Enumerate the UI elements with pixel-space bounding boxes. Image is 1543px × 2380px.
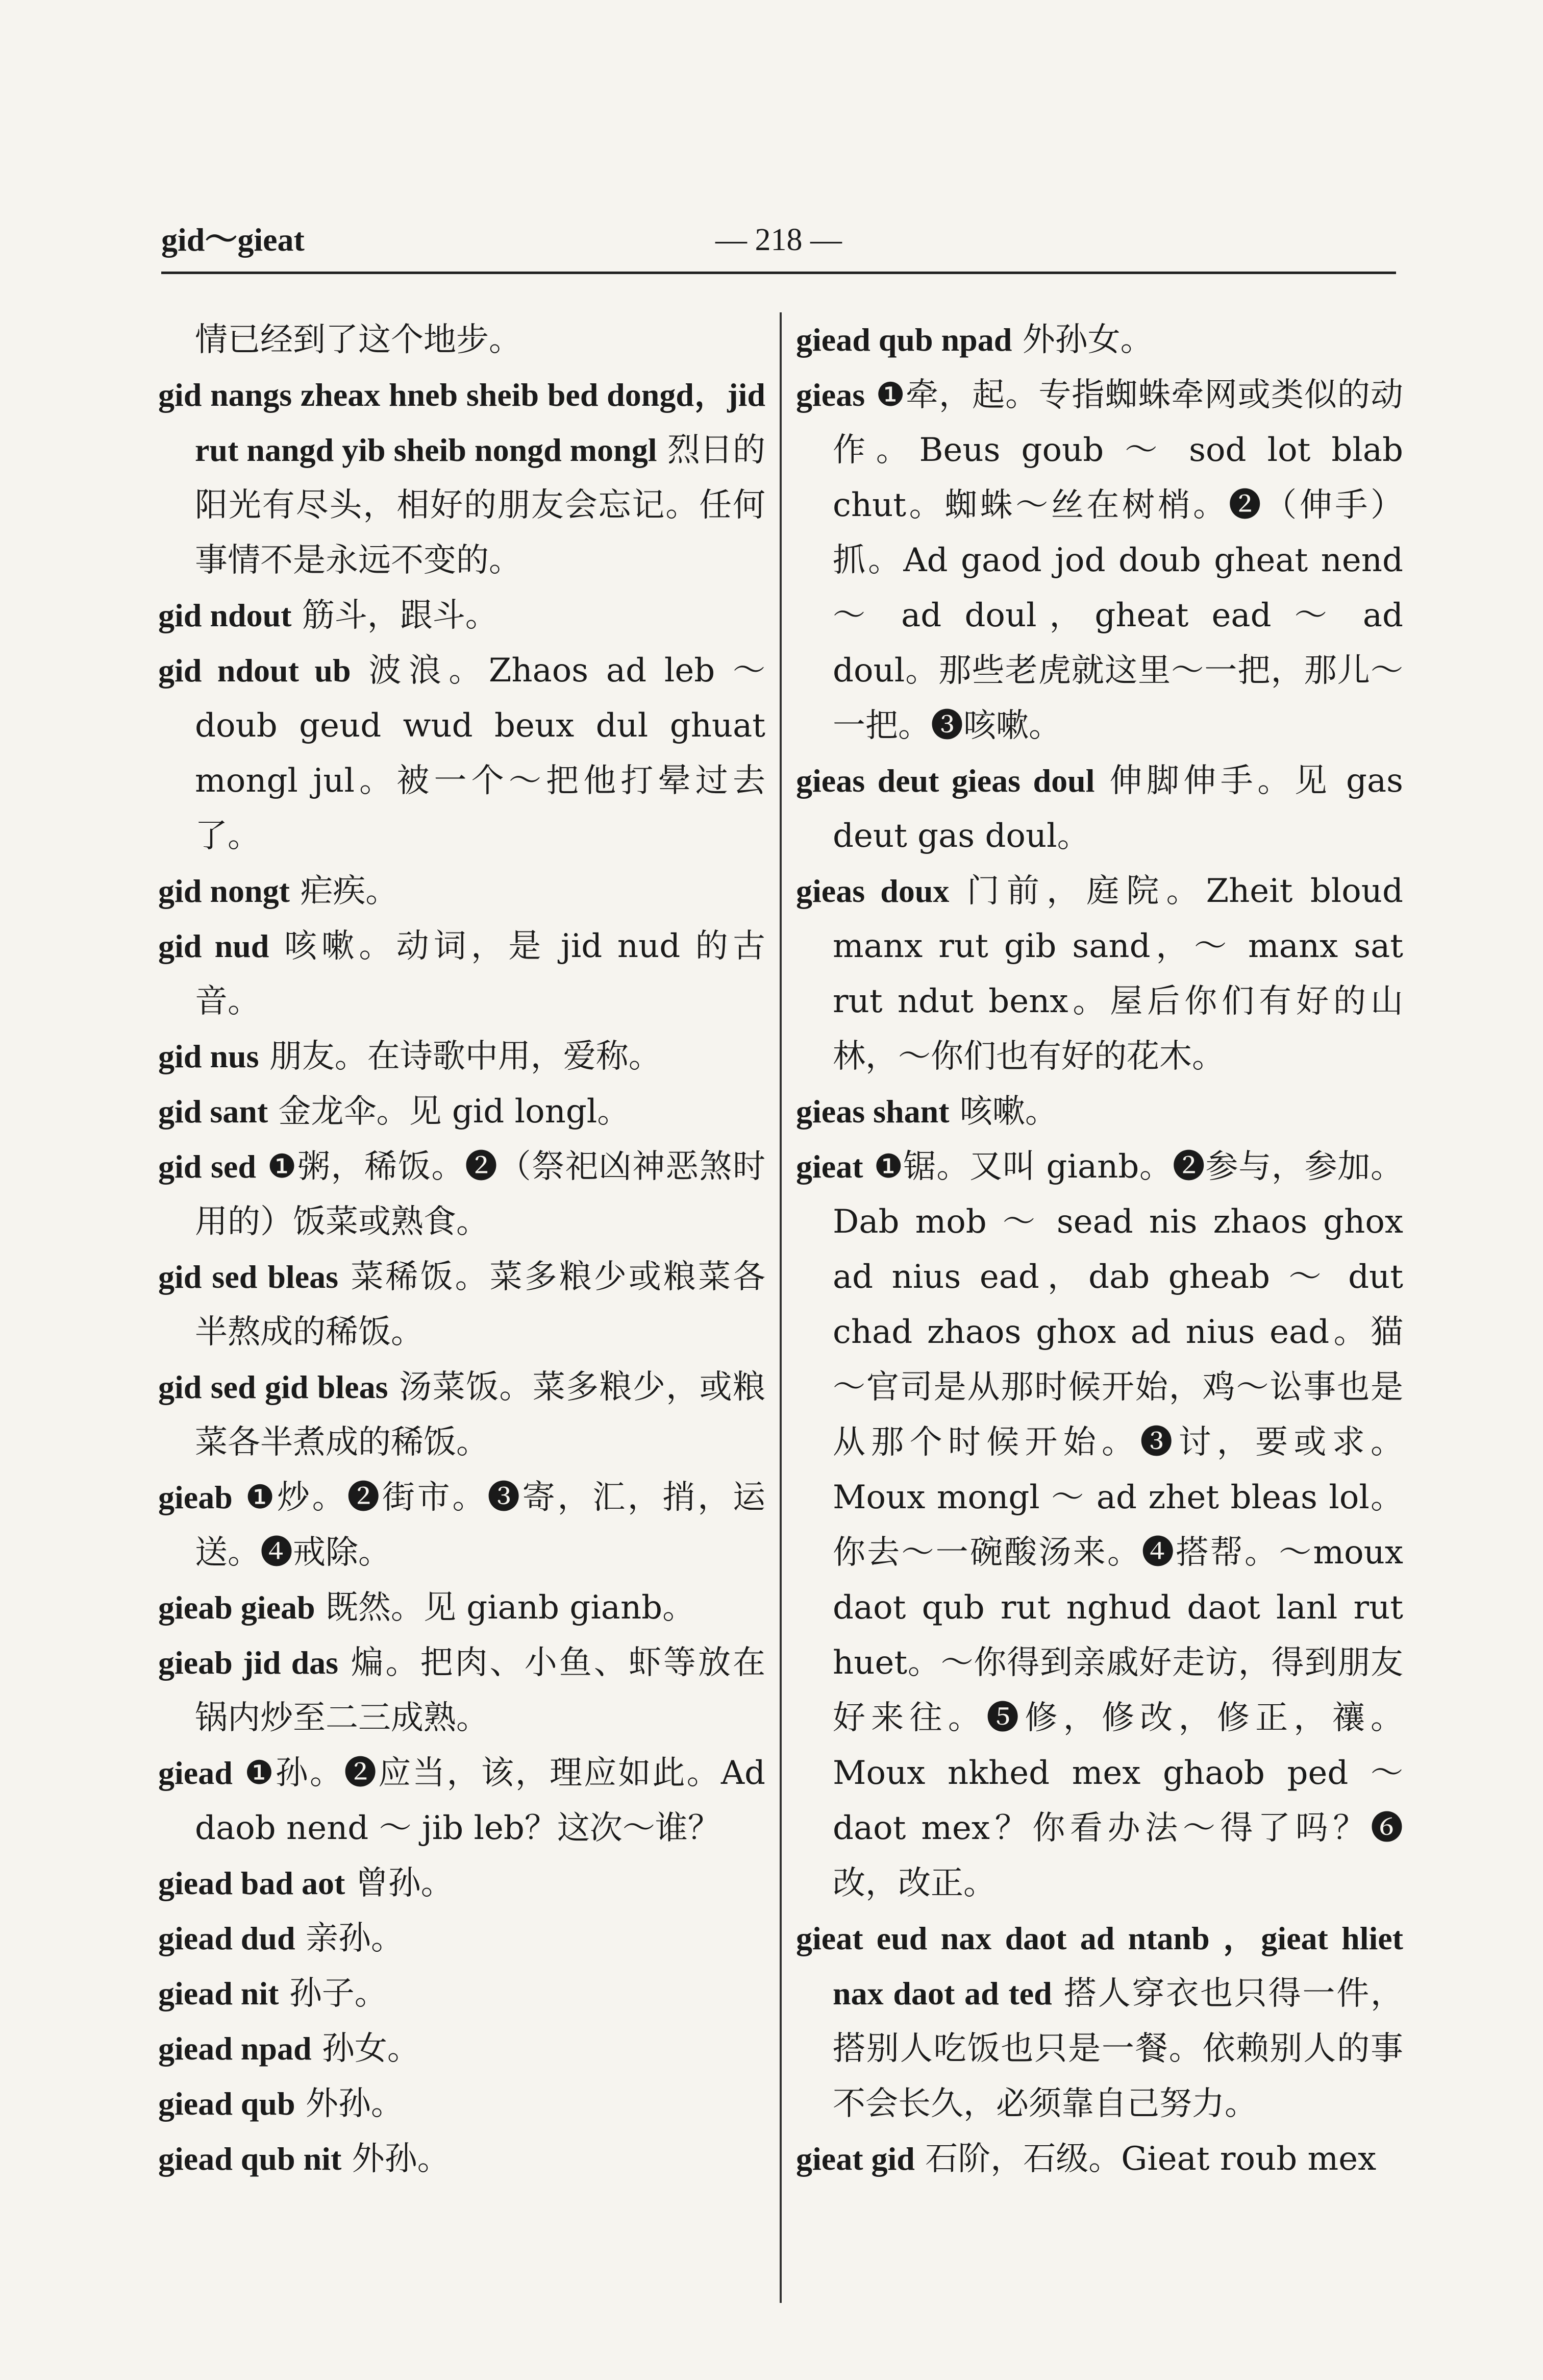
entry-definition: 筋斗，跟斗。 — [302, 597, 498, 634]
page-number: — 218 — — [715, 223, 842, 257]
dictionary-entry — [796, 367, 1403, 753]
dictionary-entry — [158, 643, 765, 864]
entry-headword: gid sed gid bleas — [158, 1369, 388, 1405]
entry-definition: ❶粥，稀饭。❷（祭祀凶神恶煞时用的）饭菜或熟食。 — [195, 1148, 765, 1241]
dictionary-entry — [796, 312, 1403, 367]
entry-definition: 煸。把肉、小鱼、虾等放在锅内炒至二三成熟。 — [195, 1644, 766, 1737]
entry-headword: gid sed — [158, 1148, 256, 1185]
dictionary-entry — [158, 1911, 765, 1966]
dictionary-entry — [158, 1249, 765, 1360]
dictionary-entry — [796, 1139, 1403, 1911]
entry-headword: gid sant — [158, 1093, 268, 1130]
dictionary-entry — [796, 864, 1403, 1084]
dictionary-entry — [158, 1966, 765, 2021]
entry-definition: ❶牵，起。专指蜘蛛牵网或类似的动作。Beus goub ～ sod lot blab chut。蜘蛛～丝在树梢。❷（伸手）抓。Ad gaod jod doub gheat nend ～ ad doul，gheat ead ～ ad doul。那些老虎就这里～一把，那儿～一把。❸咳嗽。 — [833, 376, 1404, 745]
entry-definition: 情已经到了这个地步。 — [195, 321, 521, 359]
page-header — [161, 214, 1396, 271]
dictionary-entry — [158, 1635, 765, 1746]
entry-definition: ❶孙。❷应当，该，理应如此。Ad daob nend ～ jib leb？这次～谁？ — [195, 1754, 766, 1847]
dictionary-entry — [158, 2131, 765, 2187]
entry-headword: gieab — [158, 1479, 233, 1515]
dictionary-entry — [158, 2076, 765, 2131]
entry-headword: gieas — [796, 377, 865, 413]
dictionary-entry — [158, 1139, 765, 1249]
left-column — [158, 312, 765, 2187]
dictionary-entry — [796, 1911, 1403, 2131]
entry-headword: gid nud — [158, 928, 269, 964]
dictionary-entry — [158, 588, 765, 643]
entry-definition: 孙子。 — [289, 1975, 387, 2013]
entry-headword: giead dud — [158, 1920, 295, 1956]
entry-definition: 孙女。 — [321, 2030, 420, 2068]
entry-headword: giead npad — [158, 2030, 312, 2067]
dictionary-entry — [796, 1084, 1403, 1139]
dictionary-entry — [158, 312, 765, 367]
dictionary-entry — [158, 1084, 765, 1139]
entry-definition: 汤菜饭。菜多粮少，或粮菜各半煮成的稀饭。 — [195, 1368, 766, 1461]
dictionary-entry — [796, 753, 1403, 864]
entry-headword: gieat eud nax daot ad ntanb ，gieat hliet nax daot ad ted — [796, 1920, 1403, 2011]
entry-headword: gieat — [796, 1148, 863, 1185]
dictionary-entry — [158, 1856, 765, 1911]
entry-headword: giead qub nit — [158, 2141, 342, 2177]
entry-definition: 曾孙。 — [355, 1864, 454, 1902]
entry-definition: 朋友。在诗歌中用，爱称。 — [269, 1038, 661, 1075]
entry-definition: 菜稀饭。菜多粮少或粮菜各半熬成的稀饭。 — [195, 1258, 766, 1351]
running-head: gid～gieat — [161, 222, 305, 258]
dictionary-entry — [158, 367, 765, 588]
entry-definition: 外孙女。 — [1022, 321, 1153, 359]
dictionary-entry — [158, 919, 765, 1029]
right-column — [796, 312, 1403, 2187]
entry-headword: gid nus — [158, 1038, 259, 1074]
entry-definition: 金龙伞。见 gid longl。 — [278, 1093, 630, 1131]
entry-definition: ❶锯。又叫 gianb。❷参与，参加。Dab mob ～ sead nis zhaos ghox ad nius ead，dab gheab ～ dut chad zhaos ghox ad nius ead。猫～官司是从那时候开始，鸡～讼事也是从那个时候开始。❸讨，要或求。Moux mongl ～ ad zhet bleas lol。你去～一碗酸汤来。❹搭帮。～moux daot qub rut nghud daot lanl rut huet。～你得到亲戚好走访，得到朋友好来往。❺修，修改，修正，禳。Moux nkhed mex ghaob ped ～ daot mex？你看办法～得了吗？❻改，改正。 — [833, 1148, 1404, 1902]
dictionary-entry — [158, 1580, 765, 1635]
entry-definition: 波浪。Zhaos ad leb ～ doub geud wud beux dul ghuat mongl jul。被一个～把他打晕过去了。 — [195, 652, 766, 855]
dictionary-entry — [796, 2131, 1403, 2187]
entry-headword: giead — [158, 1755, 233, 1791]
dictionary-entry — [158, 1746, 765, 1856]
entry-definition: 疟疾。 — [300, 872, 399, 910]
entry-headword: gieas doux — [796, 873, 950, 909]
entry-definition: 既然。见 gianb gianb。 — [325, 1589, 695, 1627]
entry-headword: gid sed bleas — [158, 1259, 339, 1295]
entry-definition: 咳嗽。动词，是 jid nud 的古音。 — [195, 927, 766, 1020]
entry-definition: 亲孙。 — [305, 1920, 404, 1957]
entry-headword: giead qub — [158, 2085, 295, 2122]
entry-definition: 石阶，石级。Gieat roub mex — [925, 2140, 1377, 2178]
dictionary-entry — [158, 864, 765, 919]
entry-headword: gid ndout — [158, 597, 292, 633]
dictionary-entry — [158, 2021, 765, 2076]
entry-definition: ❶炒。❷街市。❸寄，汇，捎，运送。❹戒除。 — [195, 1479, 766, 1572]
entry-headword: gieas shant — [796, 1093, 950, 1130]
dictionary-entry — [158, 1029, 765, 1084]
entry-headword: gid nongt — [158, 873, 290, 909]
entry-headword: giead qub npad — [796, 322, 1012, 358]
entry-headword: gieab gieab — [158, 1589, 315, 1626]
entry-definition: 搭人穿衣也只得一件，搭别人吃饭也只是一餐。依赖别人的事不会长久，必须靠自己努力。 — [833, 1975, 1404, 2123]
column-divider — [780, 312, 782, 2303]
entry-headword: gieat gid — [796, 2141, 915, 2177]
entry-headword: gieas deut gieas doul — [796, 763, 1095, 799]
entry-definition: 烈日的阳光有尽头，相好的朋友会忘记。任何事情不是永远不变的。 — [195, 431, 766, 579]
entry-definition: 门前，庭院。Zheit bloud manx rut gib sand，～ manx sat rut ndut benx。屋后你们有好的山林，～你们也有好的花木。 — [833, 872, 1403, 1075]
entry-headword: gid nangs zheax hneb sheib bed dongd，jid rut nangd yib sheib nongd mongl — [158, 377, 765, 468]
entry-definition: 咳嗽。 — [959, 1093, 1058, 1131]
dictionary-entry — [158, 1360, 765, 1470]
entry-definition: 外孙。 — [352, 2140, 450, 2178]
header-rule — [161, 272, 1396, 274]
entry-definition: 伸脚伸手。见 gas deut gas doul。 — [833, 762, 1404, 855]
entry-headword: giead bad aot — [158, 1865, 345, 1901]
entry-headword: gieab jid das — [158, 1645, 339, 1681]
entry-headword: gid ndout ub — [158, 652, 351, 689]
entry-headword: giead nit — [158, 1975, 279, 2011]
entry-definition: 外孙。 — [305, 2085, 404, 2123]
dictionary-entry — [158, 1470, 765, 1580]
